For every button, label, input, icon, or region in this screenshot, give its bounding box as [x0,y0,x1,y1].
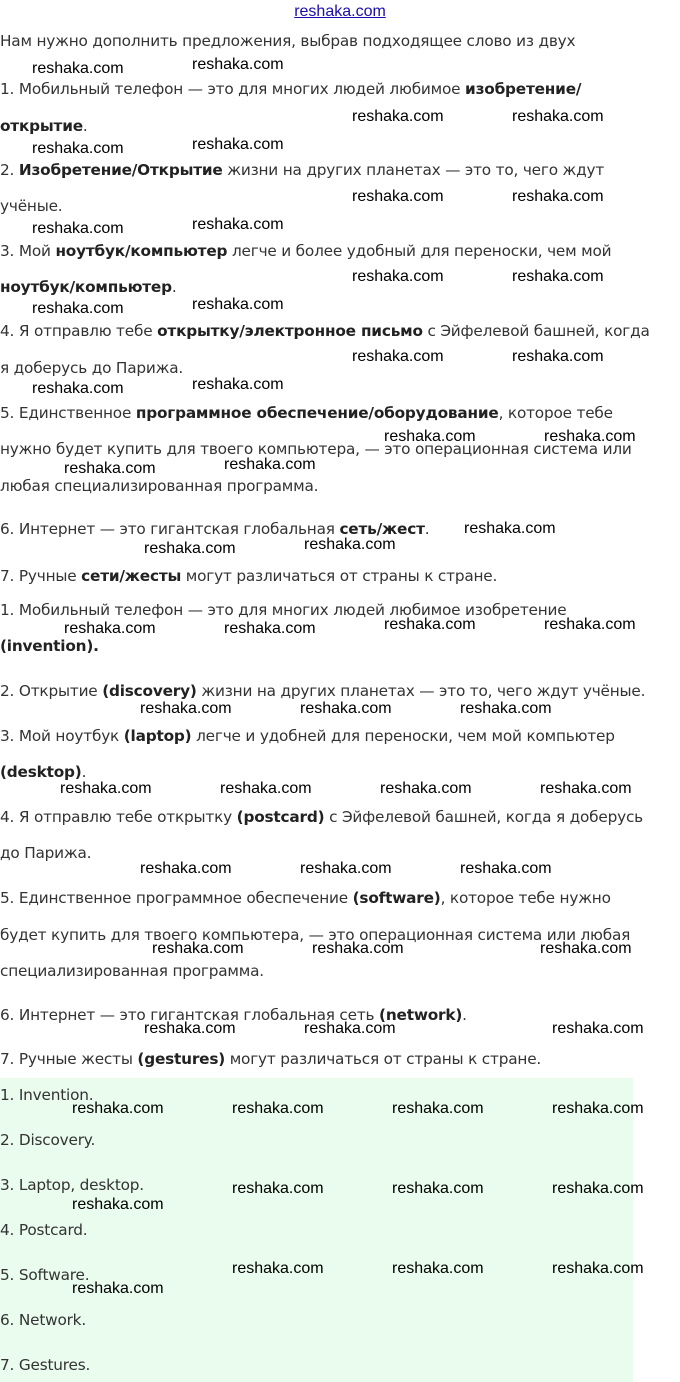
text: Я отправлю тебе открытку [18,808,237,826]
watermark-text: reshaka.com [192,216,284,233]
text: могут различаться от страны к стране. [225,1050,542,1068]
bold-text: ноутбук/компьютер [55,242,228,260]
watermark-text: reshaka.com [512,188,604,205]
item-number: 6. [0,1006,15,1024]
text: Laptop, desktop. [18,1176,144,1194]
bold-text: сеть/жест [339,520,425,538]
item-number: 2. [0,161,15,179]
item-number: 3. [0,1176,15,1194]
text: Интернет — это гигантская глобальная [18,520,340,538]
watermark-text: reshaka.com [224,456,316,473]
item-number: 4. [0,808,15,826]
exercise-item-7-line [0,566,680,586]
item-number: 5. [0,889,15,907]
text: с Эйфелевой башней, когда [422,322,650,340]
exercise-item-2-line [0,160,680,180]
item-number: 4. [0,1221,15,1239]
text: Ручные [18,567,82,585]
item-number: 3. [0,242,15,260]
text: Gestures. [18,1356,91,1374]
text: Invention. [18,1086,94,1104]
text: я доберусь до Парижа. [0,359,184,377]
watermark-text: reshaka.com [392,1260,484,1277]
watermark-text: reshaka.com [544,616,636,633]
text: учёные. [0,197,63,215]
text: специализированная программа. [0,962,264,980]
watermark-text: reshaka.com [192,296,284,313]
translation-item-2-line [0,681,680,701]
item-number: 4. [0,322,15,340]
watermark-text: reshaka.com [352,348,444,365]
bold-text: (gestures) [137,1050,226,1068]
bold-text: (discovery) [102,682,197,700]
bold-text: Изобретение/Открытие [18,161,223,179]
translation-item-5-line [0,961,680,981]
watermark-text: reshaka.com [512,268,604,285]
text: жизни на других планетах — это то, чего ждут [222,161,605,179]
watermark-text: reshaka.com [380,780,472,797]
bold-text: (postcard) [236,808,325,826]
bold-text: (desktop) [0,763,82,781]
translation-item-4-line [0,807,680,827]
item-number: 5. [0,1266,15,1284]
text: могут различаться от страны к стране. [181,567,498,585]
text: до Парижа. [0,844,92,862]
watermark-text: reshaka.com [540,780,632,797]
text: . [462,1006,467,1024]
text: жизни на других планетах — это то, чего ждут учёные. [196,682,646,700]
watermark-text: reshaka.com [60,780,152,797]
watermark-text: reshaka.com [140,860,232,877]
text: Интернет — это гигантская глобальная сеть [18,1006,380,1024]
bold-text: (software) [352,889,441,907]
answer-item [0,1130,680,1150]
watermark-text: reshaka.com [352,188,444,205]
item-number: 5. [0,404,15,422]
answer-item [0,1220,680,1240]
watermark-text: reshaka.com [300,700,392,717]
text: , которое тебе нужно [440,889,611,907]
exercise-item-5-line [0,403,680,423]
watermark-text: reshaka.com [552,1020,644,1037]
text: . [424,520,430,538]
text: Я отправлю тебе [18,322,158,340]
exercise-item-3-line [0,241,680,261]
text: , которое тебе [498,404,613,422]
watermark-text: reshaka.com [72,1196,164,1213]
text: с Эйфелевой башней, когда я доберусь [324,808,643,826]
watermark-text: reshaka.com [140,700,232,717]
header [0,0,680,22]
watermark-text: reshaka.com [464,520,556,537]
text: Ручные жесты [18,1050,138,1068]
text: Network. [18,1311,87,1329]
watermark-text: reshaka.com [352,108,444,125]
watermark-text: reshaka.com [304,536,396,553]
watermark-text: reshaka.com [552,1260,644,1277]
text: . [82,117,88,135]
watermark-text: reshaka.com [232,1180,324,1197]
text: Мой ноутбук [18,727,124,745]
watermark-text: reshaka.com [384,428,476,445]
watermark-text: reshaka.com [304,1020,396,1037]
text: Мой [18,242,56,260]
item-number: 7. [0,1356,15,1374]
bold-text: (network) [379,1006,463,1024]
watermark-text: reshaka.com [392,1180,484,1197]
item-number: 6. [0,1311,15,1329]
translation-item-3-line [0,726,680,746]
watermark-text: reshaka.com [352,268,444,285]
watermark-text: reshaka.com [32,300,124,317]
text: Мобильный телефон — это для многих людей любимое изобретение [18,601,567,619]
text: легче и более удобный для переноски, чем мой [227,242,612,260]
watermark-text: reshaka.com [384,616,476,633]
watermark-text: reshaka.com [512,348,604,365]
exercise-item-1-line [0,79,680,99]
watermark-text: reshaka.com [32,140,124,157]
watermark-text: reshaka.com [64,620,156,637]
watermark-text: reshaka.com [460,700,552,717]
watermark-text: reshaka.com [144,540,236,557]
item-number: 1. [0,80,15,98]
answer-item [0,1310,680,1330]
bold-text: программное обеспечение/оборудование [135,404,499,422]
watermark-text: reshaka.com [192,376,284,393]
watermark-text: reshaka.com [544,428,636,445]
item-number: 6. [0,520,15,538]
text: Discovery. [18,1131,96,1149]
watermark-text: reshaka.com [224,620,316,637]
watermark-text: reshaka.com [32,380,124,397]
watermark-text: reshaka.com [32,220,124,237]
watermark-text: reshaka.com [72,1280,164,1297]
watermark-text: reshaka.com [312,940,404,957]
watermark-text: reshaka.com [144,1020,236,1037]
watermark-text: reshaka.com [72,1100,164,1117]
text: Открытие [18,682,103,700]
watermark-text: reshaka.com [540,940,632,957]
watermark-text: reshaka.com [64,460,156,477]
translation-item-3-line [0,762,680,782]
watermark-text: reshaka.com [392,1100,484,1117]
text: Мобильный телефон — это для многих людей любимое [18,80,466,98]
translation-item-1-line [0,636,680,656]
text: легче и удобней для переноски, чем мой компьютер [191,727,615,745]
item-number: 2. [0,1131,15,1149]
text: Единственное [18,404,136,422]
watermark-text: reshaka.com [300,860,392,877]
text: . [171,278,177,296]
watermark-text: reshaka.com [152,940,244,957]
bold-text: изобретение/ [465,80,582,98]
text: . [81,763,87,781]
item-number: 1. [0,1086,15,1104]
bold-text: открытку/электронное письмо [157,322,423,340]
text: любая специализированная программа. [0,477,319,495]
translation-item-7-line [0,1049,680,1069]
watermark-text: reshaka.com [232,1100,324,1117]
text: нужно будет купить для твоего компьютера, — это операционная система или [0,440,632,458]
watermark-text: reshaka.com [552,1100,644,1117]
watermark-text: reshaka.com [32,60,124,77]
exercise-item-5-line [0,476,680,496]
watermark-text: reshaka.com [232,1260,324,1277]
item-number: 7. [0,567,15,585]
watermark-text: reshaka.com [192,56,284,73]
watermark-text: reshaka.com [512,108,604,125]
bold-text: ноутбук/компьютер [0,278,172,296]
bold-text: (invention). [0,637,99,655]
intro-text: Нам нужно дополнить предложения, выбрав подходящее слово из двух [0,32,576,50]
answer-item [0,1355,680,1375]
bold-text: (laptop) [123,727,192,745]
watermark-text: reshaka.com [192,136,284,153]
bold-text: открытие [0,117,83,135]
exercise-item-4-line [0,321,680,341]
item-number: 7. [0,1050,15,1068]
text: Единственное программное обеспечение [18,889,353,907]
text: Software. [18,1266,90,1284]
text: Postcard. [18,1221,88,1239]
translation-item-5-line [0,888,680,908]
site-link[interactable]: reshaka.com [294,3,386,20]
item-number: 1. [0,601,15,619]
item-number: 2. [0,682,15,700]
watermark-text: reshaka.com [460,860,552,877]
bold-text: сети/жесты [81,567,182,585]
watermark-text: reshaka.com [552,1180,644,1197]
watermark-text: reshaka.com [220,780,312,797]
item-number: 3. [0,727,15,745]
text: будет купить для твоего компьютера, — это операционная система или любая [0,926,631,944]
